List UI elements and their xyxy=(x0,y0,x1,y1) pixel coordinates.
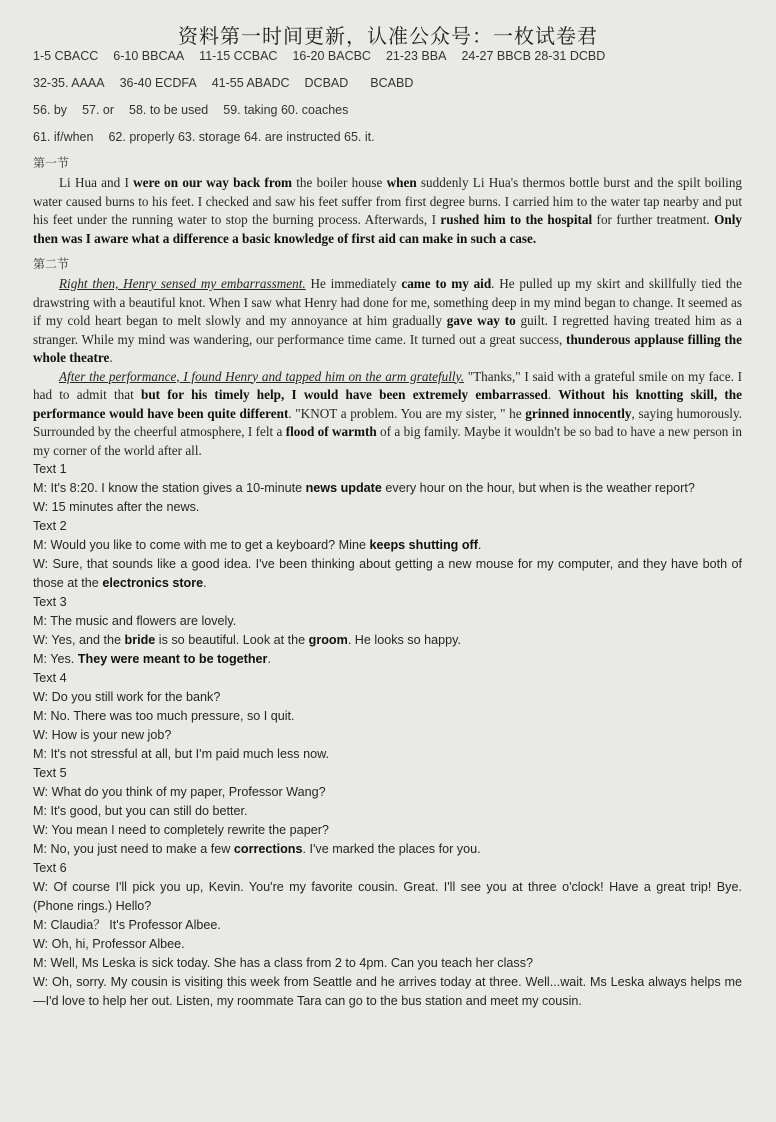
answer-item: 59. taking 60. coaches xyxy=(223,103,349,117)
answer-item: BCABD xyxy=(370,76,414,90)
answer-item: 56. by xyxy=(33,103,68,117)
watermark-text: 资料第一时间更新，认准公众号：一枚试卷君 xyxy=(178,24,598,48)
answer-item: 1-5 CBACC xyxy=(33,49,99,63)
answer-item: 61. if/when xyxy=(33,130,94,144)
listening-transcript xyxy=(33,460,742,1011)
writing-paragraph-1: Li Hua and I were on our way back from the boiler house when suddenly Li Hua's thermos bottle burst and the spilt boiling water caused burns to his feet. I checked and saw his feet suffer from first degree burns. I carried him to the water tap nearby and put his feet under the running water to stop the burning process. Afterwards, I rushed him to the hospital for further treatment. Only then was I aware what a difference a basic knowledge of first aid can make in such a case. xyxy=(33,175,743,246)
dialogue-line: M: It's good, but you can still do better. xyxy=(33,804,248,818)
section-heading: 第一节 xyxy=(33,156,70,170)
dialogue-line: M: Would you like to come with me to get a keyboard? Mine keeps shutting off. xyxy=(33,538,482,552)
section-heading: 第二节 xyxy=(33,257,70,271)
answer-item: 57. or xyxy=(82,103,115,117)
dialogue-line: M: No, you just need to make a few corrections. I've marked the places for you. xyxy=(33,842,481,856)
dialogue-line: W: Yes, and the bride is so beautiful. Look at the groom. He looks so happy. xyxy=(33,633,461,647)
dialogue-line: W: Sure, that sounds like a good idea. I've been thinking about getting a new mouse for my computer, and they have both of those at the electronics store. xyxy=(33,557,742,590)
dialogue-line: W: Of course I'll pick you up, Kevin. You're my favorite cousin. Great. I'll see you at three o'clock! Have a great trip! Bye. (Phone rings.) Hello? xyxy=(33,880,742,913)
dialogue-line: W: What do you think of my paper, Professor Wang? xyxy=(33,785,326,799)
dialogue-line: W: How is your new job? xyxy=(33,728,172,742)
continuation-paragraph-1: Right then, Henry sensed my embarrassment. He immediately came to my aid. He pulled up my skirt and skillfully tied the drawstring with a beautiful knot. When I saw what Henry had done for me, something deep in my mind began to change. It seemed as if my cold heart began to melt slowly and my annoyance at him gradually gave way to guilt. I regretted having treated him as a stranger. While my mind was wandering, our performance time came. It turned out a great success, thunderous applause filling the whole theatre. xyxy=(33,276,742,365)
dialogue-line: M: Claudia？ It's Professor Albee. xyxy=(33,918,221,932)
dialogue-line: M: It's 8:20. I know the station gives a 10-minute news update every hour on the hour, but when is the weather report? xyxy=(33,481,695,495)
answer-row-4 xyxy=(33,130,742,144)
dialogue-line: W: 15 minutes after the news. xyxy=(33,500,200,514)
answer-item: 32-35. AAAA xyxy=(33,76,105,90)
answer-item: 11-15 CCBAC xyxy=(199,49,278,63)
text-label: Text 6 xyxy=(33,861,67,875)
answer-item: 36-40 ECDFA xyxy=(119,76,197,90)
text-label: Text 4 xyxy=(33,671,67,685)
answer-row-2 xyxy=(33,76,742,90)
dialogue-line: M: Well, Ms Leska is sick today. She has a class from 2 to 4pm. Can you teach her class? xyxy=(33,956,533,970)
answer-item: 16-20 BACBC xyxy=(292,49,371,63)
answer-item: 58. to be used xyxy=(129,103,209,117)
text-label: Text 1 xyxy=(33,462,67,476)
dialogue-line: W: You mean I need to completely rewrite the paper? xyxy=(33,823,329,837)
answer-row-1 xyxy=(33,49,742,63)
dialogue-line: M: The music and flowers are lovely. xyxy=(33,614,237,628)
dialogue-line: W: Oh, sorry. My cousin is visiting this week from Seattle and he arrives today at three. Well...wait. Ms Leska always helps me—I'd love to help her out. Listen, my roommate Tara can go to the bus station and meet my cousin. xyxy=(33,975,742,1008)
continuation-paragraph-2: After the performance, I found Henry and tapped him on the arm gratefully. "Thanks," I said with a grateful smile on my face. I had to admit that but for his timely help, I would have been extremely embarrassed. Without his knotting skill, the performance would have been quite different. "KNOT a problem. You are my sister, " he grinned innocently, saying humorously. Surrounded by the cheerful atmosphere, I felt a flood of warmth of a big family. Maybe it wouldn't be so bad to have a new person in my corner of the world after all. xyxy=(33,368,742,458)
text-label: Text 2 xyxy=(33,519,67,533)
answer-item: DCBAD xyxy=(304,76,349,90)
answer-item: 62. properly 63. storage 64. are instructed 65. it. xyxy=(108,130,375,144)
answer-row-3 xyxy=(33,103,742,117)
answer-item: 24-27 BBCB 28-31 DCBD xyxy=(461,49,606,63)
answer-item: 21-23 BBA xyxy=(385,49,447,63)
text-label: Text 5 xyxy=(33,766,67,780)
answer-item: 6-10 BBCAA xyxy=(113,49,185,63)
dialogue-line: W: Do you still work for the bank? xyxy=(33,690,221,704)
dialogue-line: W: Oh, hi, Professor Albee. xyxy=(33,937,185,951)
text-label: Text 3 xyxy=(33,595,67,609)
dialogue-line: M: Yes. They were meant to be together. xyxy=(33,652,271,666)
dialogue-line: M: It's not stressful at all, but I'm paid much less now. xyxy=(33,747,329,761)
answer-item: 41-55 ABADC xyxy=(211,76,290,90)
dialogue-line: M: No. There was too much pressure, so I quit. xyxy=(33,709,295,723)
